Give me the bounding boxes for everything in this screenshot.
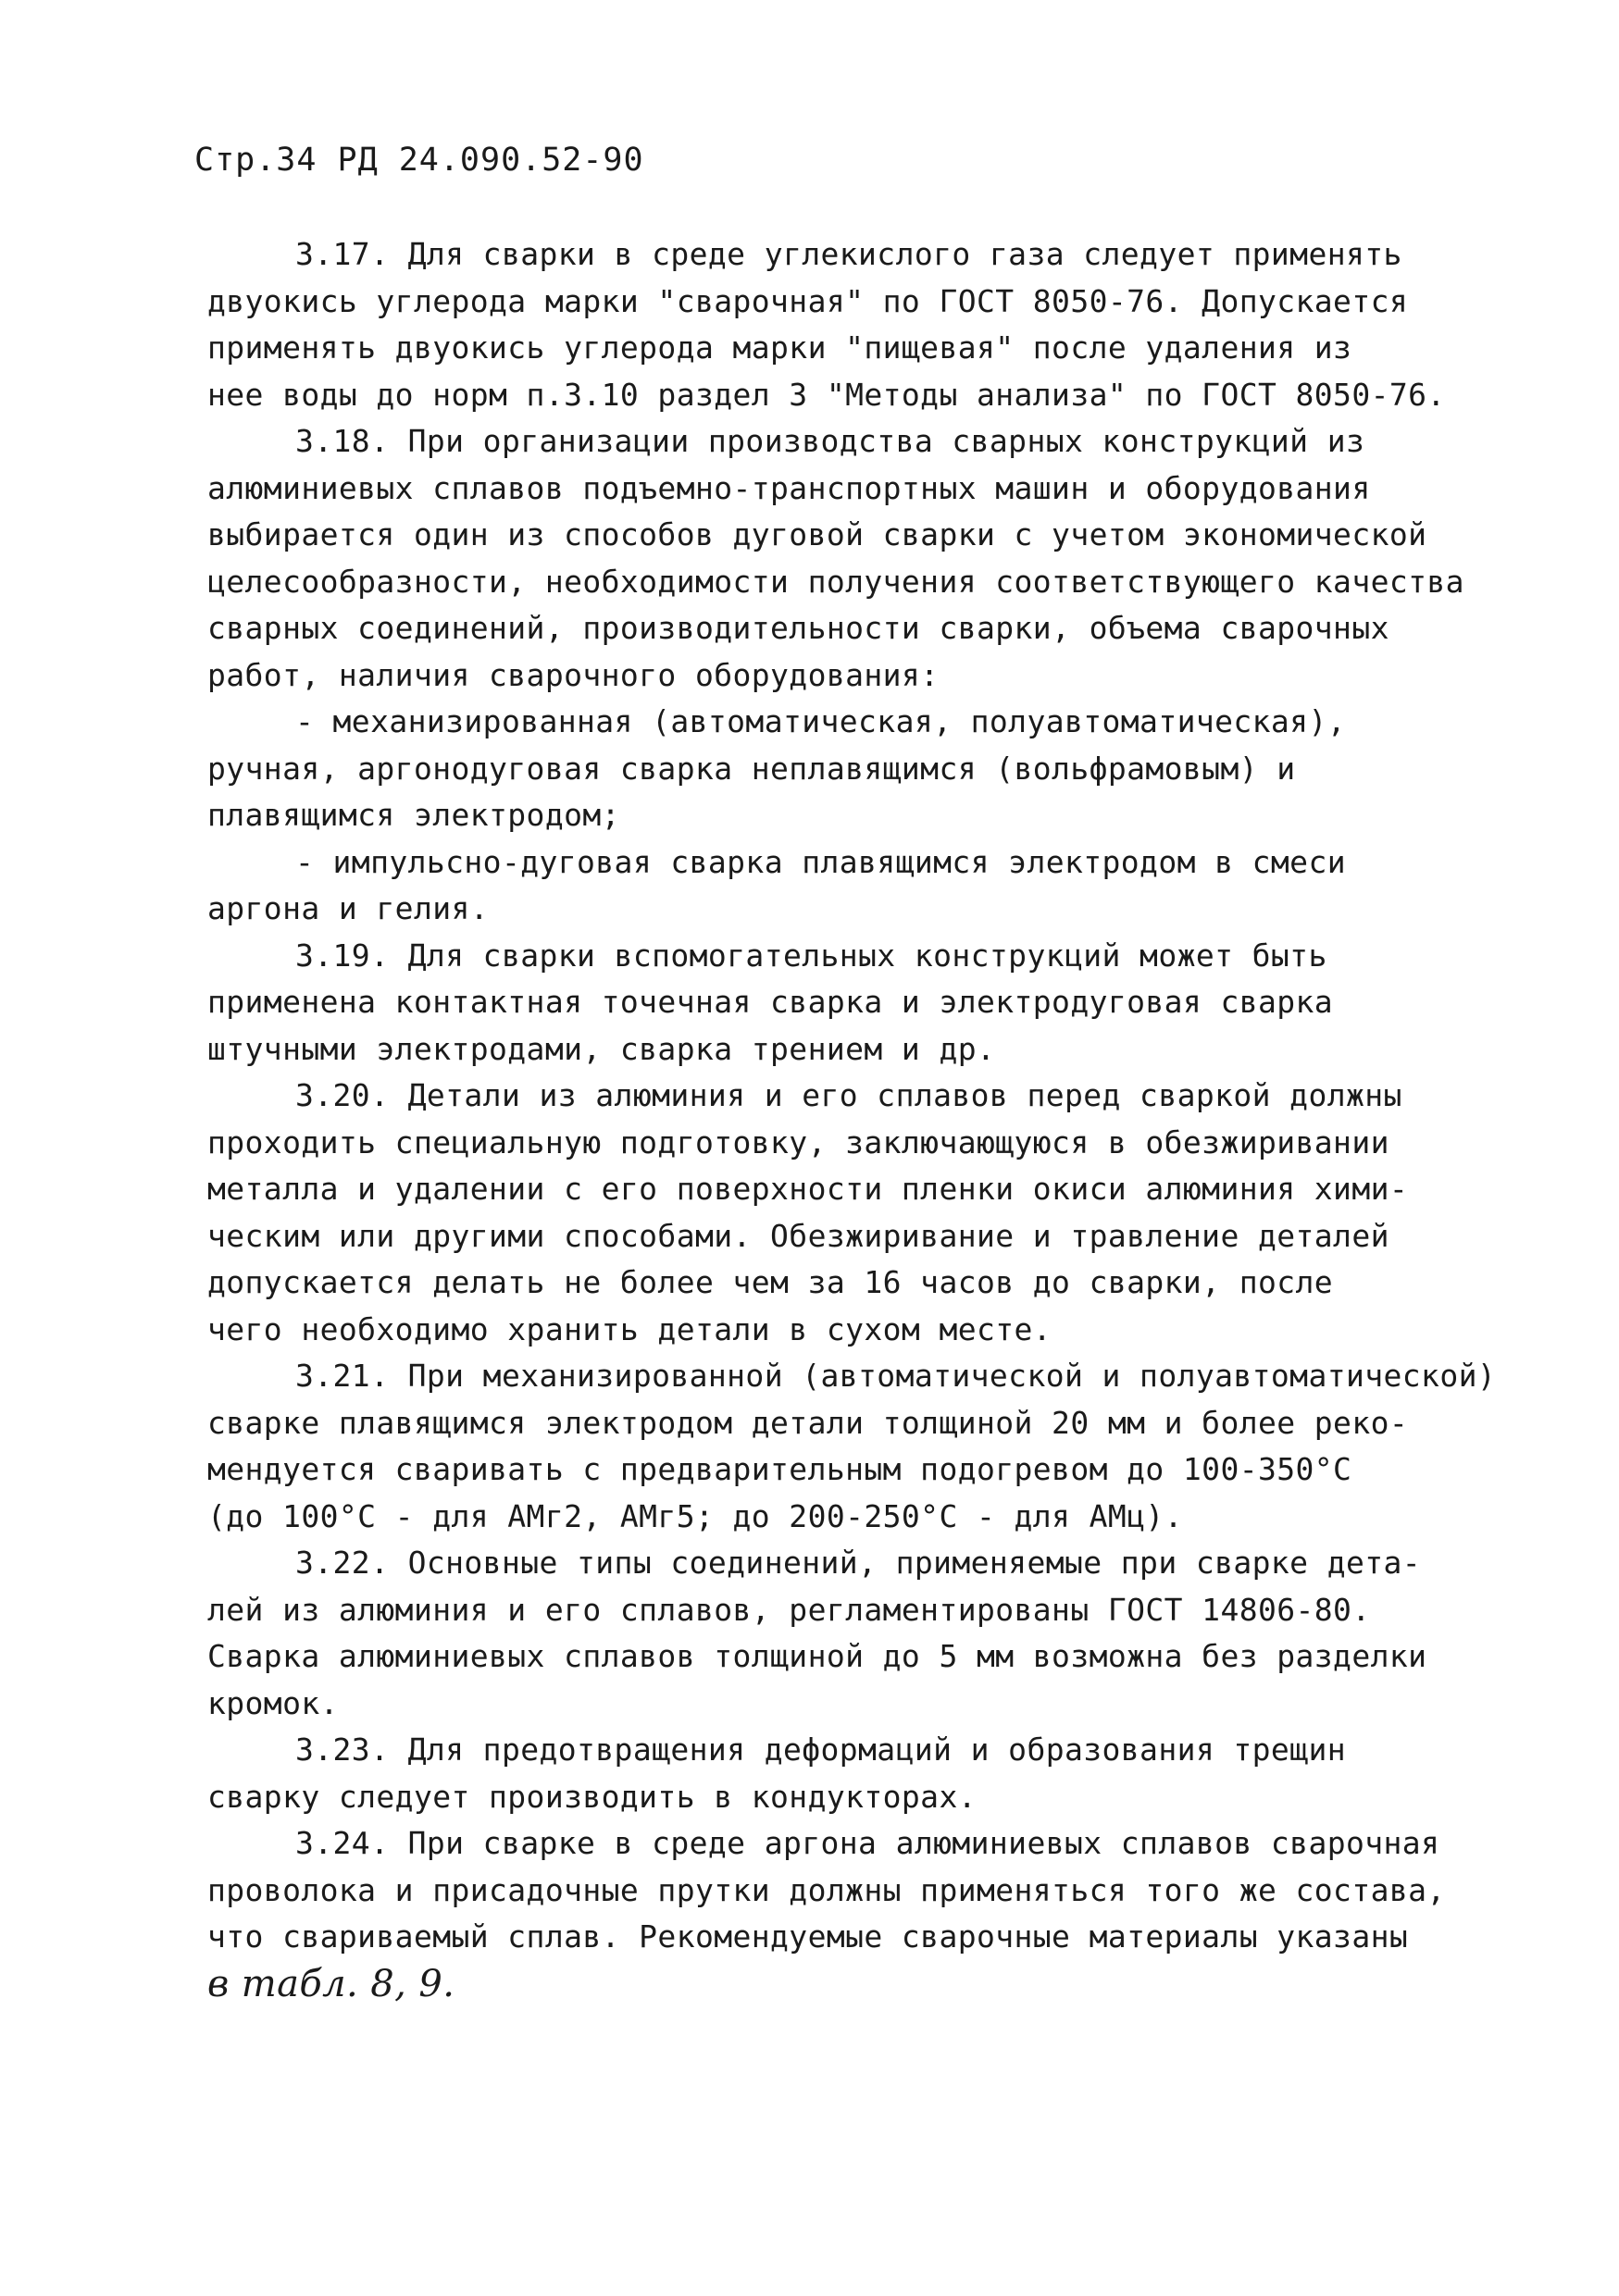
text-line: 3.22. Основные типы соединений, применяемые при сварке дета-	[295, 1545, 1422, 1581]
text-line: 3.20. Детали из алюминия и его сплавов перед сваркой должны	[295, 1077, 1402, 1113]
text-line: плавящимся электродом;	[207, 797, 620, 833]
text-line: мендуется сваривать с предварительным подогревом до 100-350°С	[207, 1451, 1352, 1487]
text-line: 3.21. При механизированной (автоматической и полуавтоматической)	[295, 1358, 1497, 1394]
text-line: ческим или другими способами. Обезжиривание и травление деталей	[207, 1217, 1389, 1254]
text-line: алюминиевых сплавов подъемно-транспортных машин и оборудования	[207, 469, 1371, 506]
text-line: проходить специальную подготовку, заключающуюся в обезжиривании	[207, 1123, 1389, 1160]
text-line: чего необходимо хранить детали в сухом месте.	[207, 1310, 1052, 1347]
text-line: допускается делать не более чем за 16 часов до сварки, после	[207, 1264, 1334, 1300]
text-line: штучными электродами, сварка трением и др.	[207, 1030, 996, 1067]
text-line: аргона и гелия.	[207, 890, 490, 926]
text-line: - механизированная (автоматическая, полуавтоматическая),	[295, 703, 1346, 739]
text-line: выбирается один из способов дуговой сварки с учетом экономической	[207, 516, 1427, 552]
text-line: Сварка алюминиевых сплавов толщиной до 5 мм возможна без разделки	[207, 1638, 1427, 1674]
handwritten-reference: в табл. 8, 9.	[207, 1962, 455, 2005]
text-line: применена контактная точечная сварка и электродуговая сварка	[207, 984, 1334, 1020]
page-header: Стр.34 РД 24.090.52-90	[194, 142, 644, 179]
text-line: 3.23. Для предотвращения деформаций и образования трещин	[295, 1731, 1346, 1768]
text-line: ручная, аргонодуговая сварка неплавящимся (вольфрамовым) и	[207, 750, 1296, 787]
text-line: 3.24. При сварке в среде аргона алюминиевых сплавов сварочная	[295, 1825, 1440, 1861]
text-line: 3.19. Для сварки вспомогательных конструкций может быть	[295, 937, 1327, 974]
text-line: сварных соединений, производительности сварки, объема сварочных	[207, 610, 1389, 646]
text-line: применять двуокись углерода марки "пищевая" после удаления из	[207, 329, 1352, 366]
text-line: (до 100°С - для АМг2, АМг5; до 200-250°С - для АМц).	[207, 1497, 1183, 1534]
text-line: нее воды до норм п.3.10 раздел 3 "Методы анализа" по ГОСТ 8050-76.	[207, 376, 1446, 413]
text-line: кромок.	[207, 1684, 339, 1721]
text-line: работ, наличия сварочного оборудования:	[207, 656, 940, 693]
document-body	[207, 231, 1497, 2007]
text-line: металла и удалении с его поверхности пленки окиси алюминия хими-	[207, 1171, 1409, 1207]
text-line: 3.18. При организации производства сварных конструкций из	[295, 423, 1365, 459]
text-line: лей из алюминия и его сплавов, регламентированы ГОСТ 14806-80.	[207, 1591, 1371, 1628]
text-line: - импульсно-дуговая сварка плавящимся электродом в смеси	[295, 843, 1346, 880]
text-line: двуокись углерода марки "сварочная" по ГОСТ 8050-76. Допускается	[207, 282, 1409, 319]
text-line: проволока и присадочные прутки должны применяться того же состава,	[207, 1871, 1446, 1908]
text-line: 3.17. Для сварки в среде углекислого газа следует применять	[295, 236, 1402, 272]
text-line: что свариваемый сплав. Рекомендуемые сварочные материалы указаны	[207, 1918, 1409, 1955]
text-line: сварку следует производить в кондукторах.	[207, 1778, 977, 1815]
text-line: целесообразности, необходимости получения соответствующего качества	[207, 563, 1464, 600]
text-line: сварке плавящимся электродом детали толщиной 20 мм и более реко-	[207, 1404, 1409, 1441]
